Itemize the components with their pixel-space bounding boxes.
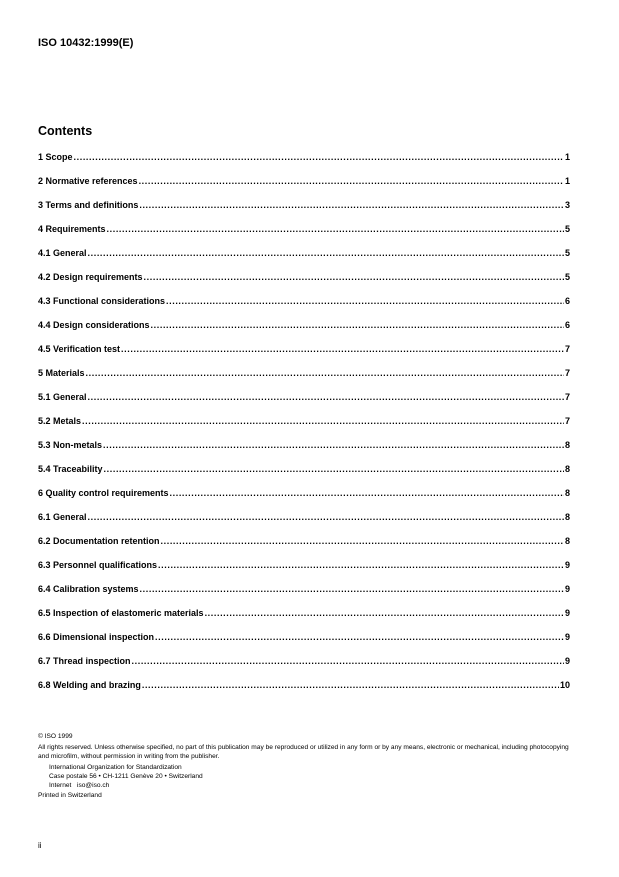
toc-entry-title: 4.5 Verification test — [38, 344, 121, 354]
toc-entry-page: 7 — [564, 368, 570, 378]
toc-entry[interactable] — [38, 296, 570, 320]
rights-statement: All rights reserved. Unless otherwise specified, no part of this publication may be reproduced or utilized in any form or by any means, electronic or mechanical, including photocopying and microfilm, without permission in writing from the publisher. — [38, 743, 569, 760]
toc-entry-page: 8 — [564, 536, 570, 546]
toc-entry[interactable] — [38, 464, 570, 488]
toc-entry-title: 6.5 Inspection of elastomeric materials — [38, 608, 204, 618]
dot-leader — [151, 320, 564, 330]
toc-entry-title: 6.7 Thread inspection — [38, 656, 131, 666]
dot-leader — [103, 440, 564, 450]
dot-leader — [142, 680, 559, 690]
dot-leader — [107, 224, 564, 234]
dot-leader — [82, 416, 564, 426]
document-id-header: ISO 10432:1999(E) — [38, 37, 134, 49]
toc-entry-page: 9 — [564, 608, 570, 618]
toc-entry-title: 6 Quality control requirements — [38, 488, 169, 498]
dot-leader — [121, 344, 564, 354]
internet-label: Internet — [49, 781, 72, 789]
toc-entry-title: 4.2 Design requirements — [38, 272, 143, 282]
printed-in: Printed in Switzerland — [38, 792, 102, 800]
toc-entry-page: 5 — [564, 248, 570, 258]
dot-leader — [88, 248, 564, 258]
toc-entry[interactable] — [38, 488, 570, 512]
toc-entry-page: 8 — [564, 512, 570, 522]
toc-entry[interactable] — [38, 656, 570, 680]
dot-leader — [205, 608, 564, 618]
toc-entry-title: 6.4 Calibration systems — [38, 584, 139, 594]
contents-heading: Contents — [38, 124, 93, 138]
toc-entry-title: 5.3 Non-metals — [38, 440, 103, 450]
toc-entry[interactable] — [38, 224, 570, 248]
toc-entry-title: 4.4 Design considerations — [38, 320, 150, 330]
toc-entry-page: 7 — [564, 392, 570, 402]
toc-entry-page: 8 — [564, 440, 570, 450]
toc-entry-page: 9 — [564, 632, 570, 642]
toc-entry[interactable] — [38, 248, 570, 272]
toc-entry-page: 7 — [564, 416, 570, 426]
table-of-contents — [38, 152, 570, 704]
organization-name: International Organization for Standardization — [49, 763, 182, 771]
dot-leader — [170, 488, 564, 498]
toc-entry[interactable] — [38, 152, 570, 176]
toc-entry-title: 5.2 Metals — [38, 416, 82, 426]
toc-entry-title: 6.2 Documentation retention — [38, 536, 160, 546]
toc-entry[interactable] — [38, 584, 570, 608]
postal-address: Case postale 56 • CH-1211 Genève 20 • Switzerland — [49, 772, 203, 780]
toc-entry-page: 6 — [564, 296, 570, 306]
internet-contact — [38, 782, 578, 791]
toc-entry-title: 6.8 Welding and brazing — [38, 680, 141, 690]
dot-leader — [88, 392, 564, 402]
toc-entry-title: 2 Normative references — [38, 176, 138, 186]
dot-leader — [166, 296, 564, 306]
toc-entry[interactable] — [38, 560, 570, 584]
toc-entry[interactable] — [38, 200, 570, 224]
toc-entry-title: 1 Scope — [38, 152, 73, 162]
dot-leader — [144, 272, 564, 282]
page-number: ii — [38, 841, 42, 850]
toc-entry-title: 6.1 General — [38, 512, 87, 522]
dot-leader — [88, 512, 564, 522]
toc-entry-page: 7 — [564, 344, 570, 354]
toc-entry-title: 6.3 Personnel qualifications — [38, 560, 158, 570]
toc-entry[interactable] — [38, 680, 570, 704]
dot-leader — [139, 200, 564, 210]
toc-entry-page: 3 — [564, 200, 570, 210]
copyright-line: © ISO 1999 — [38, 733, 73, 740]
toc-entry-page: 10 — [559, 680, 570, 690]
toc-entry-page: 5 — [564, 272, 570, 282]
toc-entry[interactable] — [38, 368, 570, 392]
toc-entry-title: 3 Terms and definitions — [38, 200, 139, 210]
dot-leader — [161, 536, 564, 546]
copyright-notice — [38, 733, 578, 801]
toc-entry[interactable] — [38, 416, 570, 440]
dot-leader — [155, 632, 564, 642]
toc-entry-page: 5 — [564, 224, 570, 234]
toc-entry-title: 4.3 Functional considerations — [38, 296, 166, 306]
dot-leader — [158, 560, 564, 570]
toc-entry[interactable] — [38, 176, 570, 200]
dot-leader — [139, 176, 564, 186]
toc-entry-title: 5 Materials — [38, 368, 85, 378]
dot-leader — [74, 152, 564, 162]
dot-leader — [86, 368, 564, 378]
toc-entry-page: 9 — [564, 560, 570, 570]
toc-entry-page: 8 — [564, 464, 570, 474]
toc-entry[interactable] — [38, 512, 570, 536]
email-link[interactable]: iso@iso.ch — [77, 781, 110, 789]
toc-entry-page: 9 — [564, 584, 570, 594]
dot-leader — [140, 584, 564, 594]
toc-entry-title: 4 Requirements — [38, 224, 106, 234]
toc-entry[interactable] — [38, 440, 570, 464]
toc-entry-title: 4.1 General — [38, 248, 87, 258]
toc-entry-title: 6.6 Dimensional inspection — [38, 632, 155, 642]
toc-entry-page: 9 — [564, 656, 570, 666]
toc-entry-page: 1 — [564, 176, 570, 186]
toc-entry-title: 5.1 General — [38, 392, 87, 402]
toc-entry[interactable] — [38, 272, 570, 296]
toc-entry[interactable] — [38, 344, 570, 368]
dot-leader — [132, 656, 564, 666]
toc-entry[interactable] — [38, 392, 570, 416]
toc-entry[interactable] — [38, 320, 570, 344]
toc-entry-title: 5.4 Traceability — [38, 464, 103, 474]
toc-entry[interactable] — [38, 536, 570, 560]
toc-entry[interactable] — [38, 632, 570, 656]
toc-entry-page: 1 — [564, 152, 570, 162]
toc-entry-page: 6 — [564, 320, 570, 330]
toc-entry-page: 8 — [564, 488, 570, 498]
toc-entry[interactable] — [38, 608, 570, 632]
dot-leader — [104, 464, 564, 474]
